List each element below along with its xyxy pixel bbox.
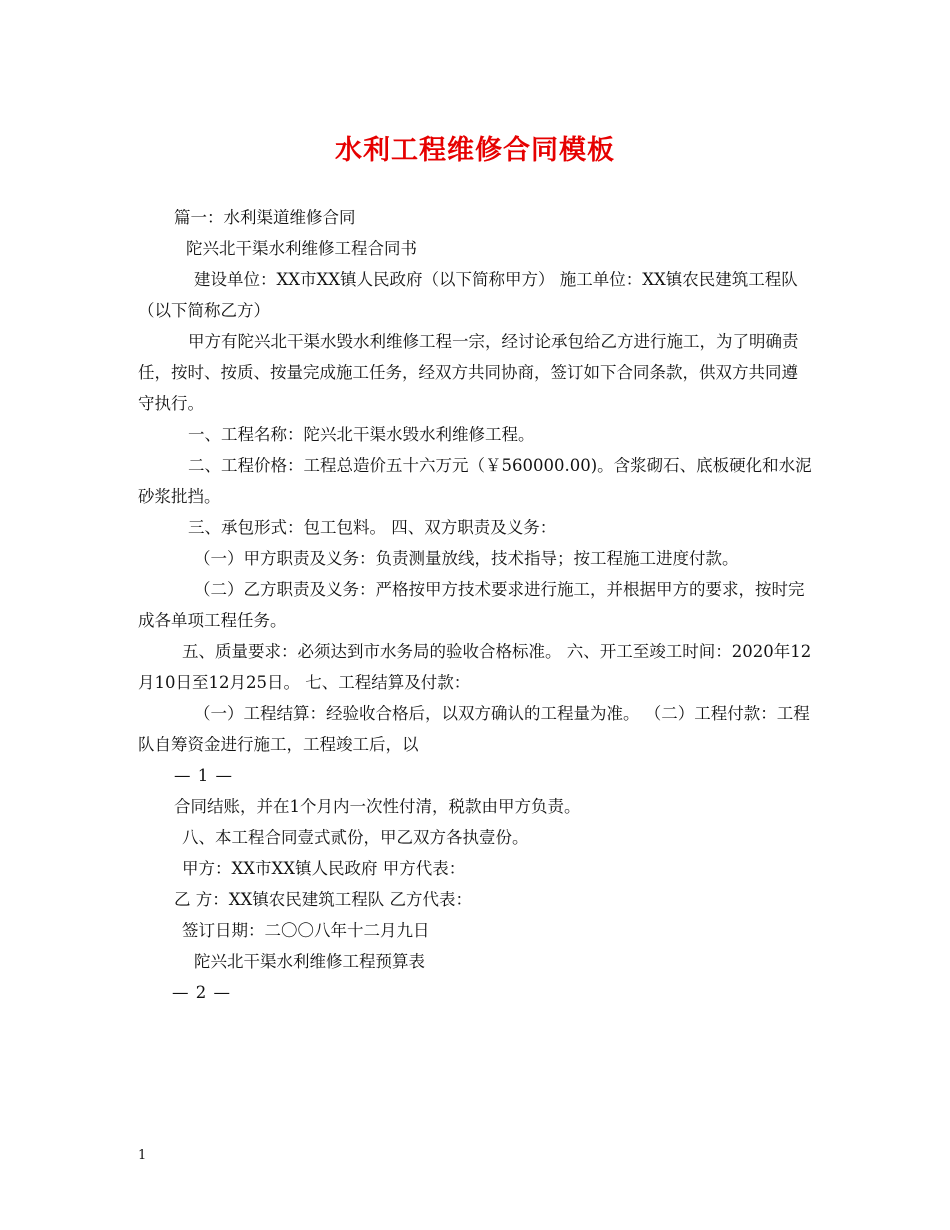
clause-contract-form: 三、承包形式：包工包料。 四、双方职责及义务：: [188, 518, 557, 537]
signing-date: 签订日期：二〇〇八年十二月九日: [182, 921, 430, 940]
clause-project-name: 一、工程名称：陀兴北干渠水毁水利维修工程。: [188, 425, 535, 444]
party-b-signature-line: 乙 方：XX镇农民建筑工程队 乙方代表：: [174, 890, 472, 909]
clause-party-a-duties: （一）甲方职责及义务：负责测量放线，技术指导；按工程施工进度付款。: [194, 549, 739, 568]
page-marker-1: — 1 —: [174, 766, 233, 785]
clause-quality-schedule: 五、质量要求：必须达到市水务局的验收合格标准。 六、开工至竣工时间：2020年12月10日至12月25日。 七、工程结算及付款：: [138, 642, 812, 692]
clause-settlement: （一）工程结算：经验收合格后，以双方确认的工程量为准。 （二）工程付款：工程队自筹资金进行施工，工程竣工后，以: [138, 704, 810, 754]
clause-party-b-duties: （二）乙方职责及义务：严格按甲方技术要求进行施工，并根据甲方的要求，按时完成各单项工程任务。: [138, 580, 805, 630]
party-a-signature-line: 甲方：XX市XX镇人民政府 甲方代表：: [182, 859, 466, 878]
intro-paragraph: 甲方有陀兴北干渠水毁水利维修工程一宗，经讨论承包给乙方进行施工，为了明确责任，按时、按质、按量完成施工任务，经双方共同协商，签订如下合同条款，供双方共同遵守执行。: [138, 332, 799, 413]
settlement-continued: 合同结账，并在1个月内一次性付清，税款由甲方负责。: [174, 797, 581, 816]
contract-title: 陀兴北干渠水利维修工程合同书: [186, 239, 417, 258]
document-title: 水利工程维修合同模板: [335, 135, 615, 166]
footer-page-number: 1: [138, 1148, 147, 1163]
page-marker-2: — 2 —: [172, 983, 231, 1002]
document-body: [138, 202, 814, 1008]
clause-project-price: 二、工程价格：工程总造价五十六万元（￥560000.00)。含浆砌石、底板硬化和水泥砂浆批挡。: [138, 456, 812, 506]
clause-copies: 八、本工程合同壹式贰份，甲乙双方各执壹份。: [182, 828, 529, 847]
parties-paragraph: 建设单位：XX市XX镇人民政府（以下简称甲方） 施工单位：XX镇农民建筑工程队（以下简称乙方）: [138, 270, 798, 320]
section-heading: 篇一：水利渠道维修合同: [174, 208, 356, 227]
budget-table-title: 陀兴北干渠水利维修工程预算表: [194, 952, 425, 971]
